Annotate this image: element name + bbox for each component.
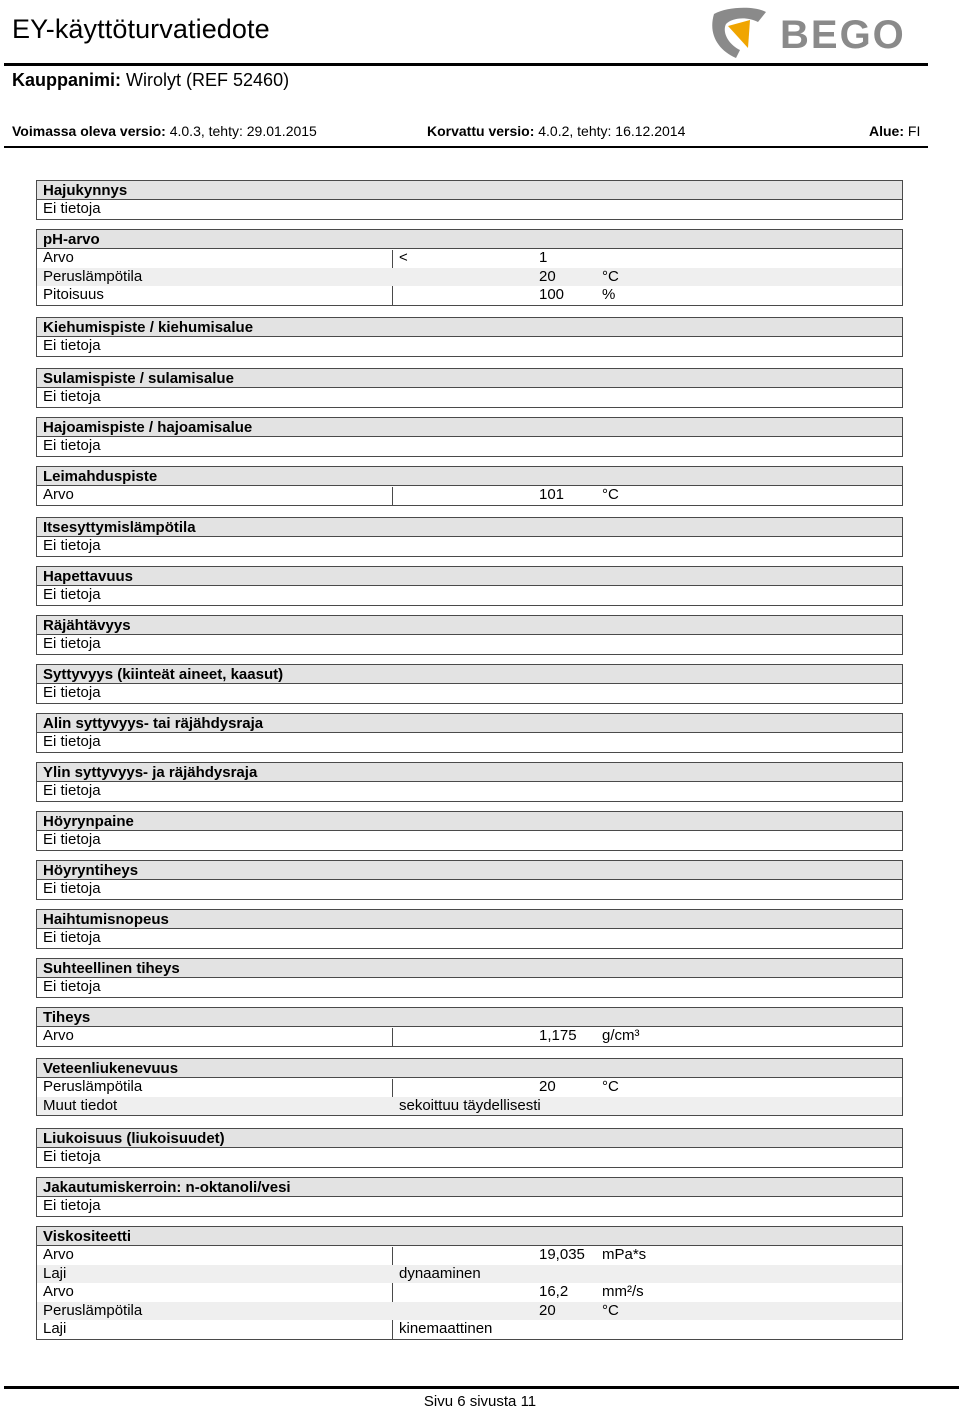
row-unit: °C: [602, 267, 619, 285]
logo-text: BEGO: [780, 13, 906, 57]
row-label: Arvo: [43, 1283, 74, 1301]
section-leimahduspiste: [36, 466, 903, 506]
section-jakautumiskerroin: [36, 1177, 903, 1217]
section-tiheys: [36, 1007, 903, 1047]
ph-row-temperature: [37, 268, 902, 287]
section-title: Jakautumiskerroin: n-oktanoli/vesi: [37, 1178, 902, 1197]
section-hoyrynpaine: [36, 811, 903, 851]
section-text: Ei tietoja: [43, 635, 101, 652]
row-label: Arvo: [43, 1027, 74, 1044]
row-label: Laji: [43, 1264, 67, 1282]
section-title: Itsesyttymislämpötila: [37, 518, 902, 537]
row-unit: g/cm³: [602, 1027, 640, 1044]
section-title: Liukoisuus (liukoisuudet): [37, 1129, 902, 1148]
section-text: Ei tietoja: [43, 586, 101, 603]
section-text: Ei tietoja: [43, 880, 101, 897]
row-text: dynaaminen: [399, 1264, 481, 1282]
section-title: Hajukynnys: [37, 181, 902, 200]
section-suhteellinen-tiheys: [36, 958, 903, 998]
section-title: Sulamispiste / sulamisalue: [37, 369, 902, 388]
row-value: 20: [539, 267, 556, 285]
section-hoyryntiheys: [36, 860, 903, 900]
veteen-row-other: [37, 1097, 902, 1116]
section-title: Höyrynpaine: [37, 812, 902, 831]
section-hapettavuus: [36, 566, 903, 606]
visko-row: [37, 1283, 902, 1302]
region: [869, 123, 920, 139]
row-text: sekoittuu täydellisesti: [399, 1096, 541, 1114]
region-value: FI: [907, 123, 921, 139]
section-liukoisuus: [36, 1128, 903, 1168]
section-hajoamispiste: [36, 417, 903, 457]
row-value: 1,175: [539, 1027, 577, 1044]
section-text: Ei tietoja: [43, 388, 101, 405]
section-title: Veteenliukenevuus: [37, 1059, 902, 1078]
row-value: 19,035: [539, 1246, 585, 1263]
ph-row-concentration: [37, 286, 902, 305]
row-value: 16,2: [539, 1283, 569, 1301]
section-title: Leimahduspiste: [37, 467, 902, 486]
section-alin-raja: [36, 713, 903, 753]
row-unit: °C: [602, 1078, 619, 1095]
header-rule-bottom: [4, 146, 928, 148]
section-title: Kiehumispiste / kiehumisalue: [37, 318, 902, 337]
section-text: Ei tietoja: [43, 978, 101, 995]
section-text: Ei tietoja: [43, 831, 101, 848]
section-title: Haihtumisnopeus: [37, 910, 902, 929]
row-value: 20: [539, 1301, 556, 1319]
row-label: Peruslämpötila: [43, 1301, 143, 1319]
row-label: Peruslämpötila: [43, 267, 143, 285]
section-rajahtavyys: [36, 615, 903, 655]
section-viskositeetti: [36, 1226, 903, 1340]
section-syttyvyys: [36, 664, 903, 704]
section-title: Hapettavuus: [37, 567, 902, 586]
veteen-row-temperature: [37, 1078, 902, 1097]
bego-logo: [706, 4, 924, 62]
valid-version: [12, 123, 317, 139]
section-ylin-raja: [36, 762, 903, 802]
region-label: Alue:: [869, 123, 904, 139]
leimahdus-row: [37, 486, 902, 505]
row-unit: °C: [602, 486, 619, 503]
section-sulamispiste: [36, 368, 903, 408]
visko-row: [37, 1265, 902, 1284]
section-title: Höyryntiheys: [37, 861, 902, 880]
trade-name-value: Wirolyt (REF 52460): [126, 70, 290, 90]
section-text: Ei tietoja: [43, 200, 101, 217]
row-label: Laji: [43, 1320, 67, 1338]
section-text: Ei tietoja: [43, 733, 101, 750]
section-itsesyttymislampotila: [36, 517, 903, 557]
section-kiehumispiste: [36, 317, 903, 357]
row-unit: %: [602, 286, 616, 304]
section-title: pH-arvo: [37, 230, 902, 249]
section-title: Syttyvyys (kiinteät aineet, kaasut): [37, 665, 902, 684]
row-unit: °C: [602, 1301, 619, 1319]
section-title: Viskositeetti: [37, 1227, 902, 1246]
trade-name-label: Kauppanimi:: [12, 70, 122, 90]
row-label: Arvo: [43, 249, 74, 266]
row-comparator: <: [399, 249, 408, 266]
valid-version-label: Voimassa oleva versio:: [12, 123, 166, 139]
section-title: Ylin syttyvyys- ja räjähdysraja: [37, 763, 902, 782]
section-text: Ei tietoja: [43, 1148, 101, 1165]
row-value: 101: [539, 486, 565, 503]
row-unit: mm²/s: [602, 1283, 644, 1301]
section-title: Hajoamispiste / hajoamisalue: [37, 418, 902, 437]
section-text: Ei tietoja: [43, 437, 101, 454]
document-title: EY-käyttöturvatiedote: [12, 14, 270, 44]
header-rule: [4, 63, 928, 66]
section-text: Ei tietoja: [43, 537, 101, 554]
section-title: Alin syttyvyys- tai räjähdysraja: [37, 714, 902, 733]
section-ph: [36, 229, 903, 306]
section-title: Tiheys: [37, 1008, 902, 1027]
valid-version-value: 4.0.3, tehty: 29.01.2015: [169, 123, 317, 139]
section-title: Räjähtävyys: [37, 616, 902, 635]
section-text: Ei tietoja: [43, 337, 101, 354]
row-text: kinemaattinen: [399, 1320, 493, 1338]
visko-row: [37, 1320, 902, 1339]
section-hajukynnys: [36, 180, 903, 220]
tiheys-row: [37, 1027, 902, 1046]
row-label: Arvo: [43, 1246, 74, 1263]
row-value: 20: [539, 1078, 556, 1095]
section-haihtumisnopeus: [36, 909, 903, 949]
footer-rule: [4, 1386, 959, 1389]
replaced-version-label: Korvattu versio:: [427, 123, 535, 139]
replaced-version-value: 4.0.2, tehty: 16.12.2014: [538, 123, 686, 139]
row-label: Pitoisuus: [43, 286, 104, 304]
visko-row: [37, 1246, 902, 1265]
row-label: Muut tiedot: [43, 1096, 118, 1114]
row-unit: mPa*s: [602, 1246, 647, 1263]
trade-name: [12, 70, 289, 91]
ph-row-value: [37, 249, 902, 268]
section-veteenliukenevuus: [36, 1058, 903, 1116]
row-value: 100: [539, 286, 565, 304]
replaced-version: [427, 123, 685, 139]
section-text: Ei tietoja: [43, 684, 101, 701]
section-title: Suhteellinen tiheys: [37, 959, 902, 978]
page-number: Sivu 6 sivusta 11: [423, 1393, 537, 1410]
row-label: Arvo: [43, 486, 74, 503]
row-label: Peruslämpötila: [43, 1078, 143, 1095]
row-value: 1: [539, 249, 548, 266]
visko-row: [37, 1302, 902, 1321]
section-text: Ei tietoja: [43, 1197, 101, 1214]
section-text: Ei tietoja: [43, 782, 101, 799]
section-text: Ei tietoja: [43, 929, 101, 946]
